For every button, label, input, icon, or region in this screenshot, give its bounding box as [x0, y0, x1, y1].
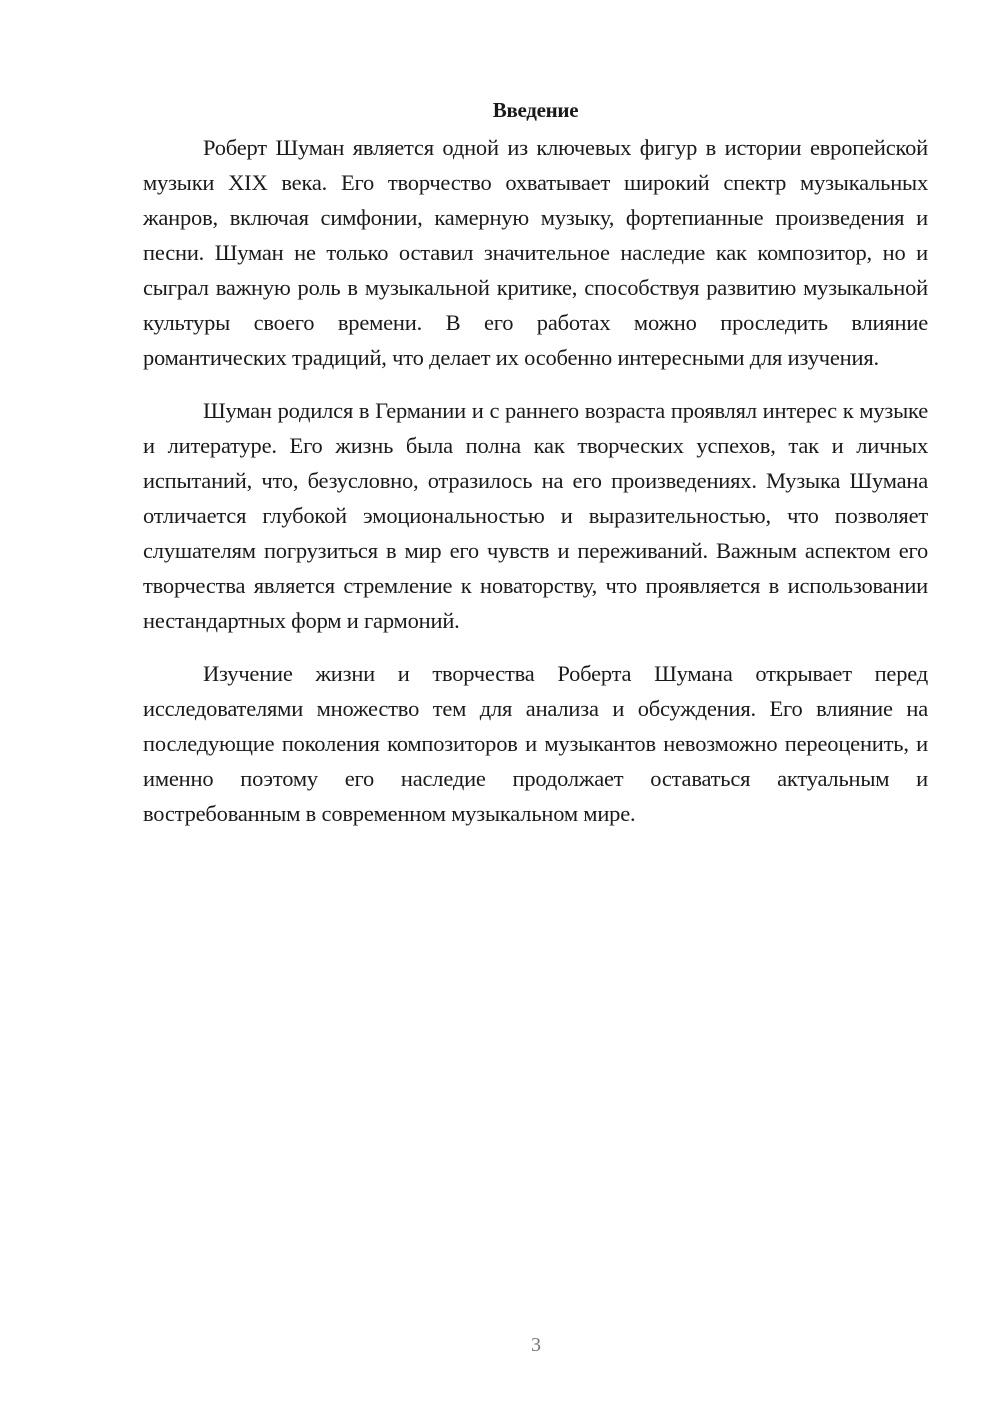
paragraph-2: Шуман родился в Германии и с раннего возраста проявлял интерес к музыке и литературе. Его жизнь была полна как творческих успехов, так и личных испытаний, что, безусловно, отразилось на его произведениях. Музыка Шумана отличается глубокой эмоциональностью и выразительностью, что позволяет слушателям погрузиться в мир его чувств и переживаний. Важным аспектом его творчества является стремление к новаторству, что проявляется в использовании нестандартных форм и гармоний. — [143, 398, 928, 633]
page-content — [143, 95, 928, 849]
section-heading: Введение — [492, 98, 579, 122]
paragraph-1: Роберт Шуман является одной из ключевых фигур в истории европейской музыки XIX века. Его творчество охватывает широкий спектр музыкальных жанров, включая симфонии, камерную музыку, фортепианные произведения и песни. Шуман не только оставил значительное наследие как композитор, но и сыграл важную роль в музыкальной критике, способствуя развитию музыкальной культуры своего времени. В его работах можно проследить влияние романтических традиций, что делает их особенно интересными для изучения. — [143, 135, 928, 370]
paragraph-3: Изучение жизни и творчества Роберта Шумана открывает перед исследователями множество тем для анализа и обсуждения. Его влияние на последующие поколения композиторов и музыкантов невозможно переоценить, и именно поэтому его наследие продолжает оставаться актуальным и востребованным в современном музыкальном мире. — [143, 661, 928, 826]
page-number: 3 — [531, 1334, 541, 1356]
